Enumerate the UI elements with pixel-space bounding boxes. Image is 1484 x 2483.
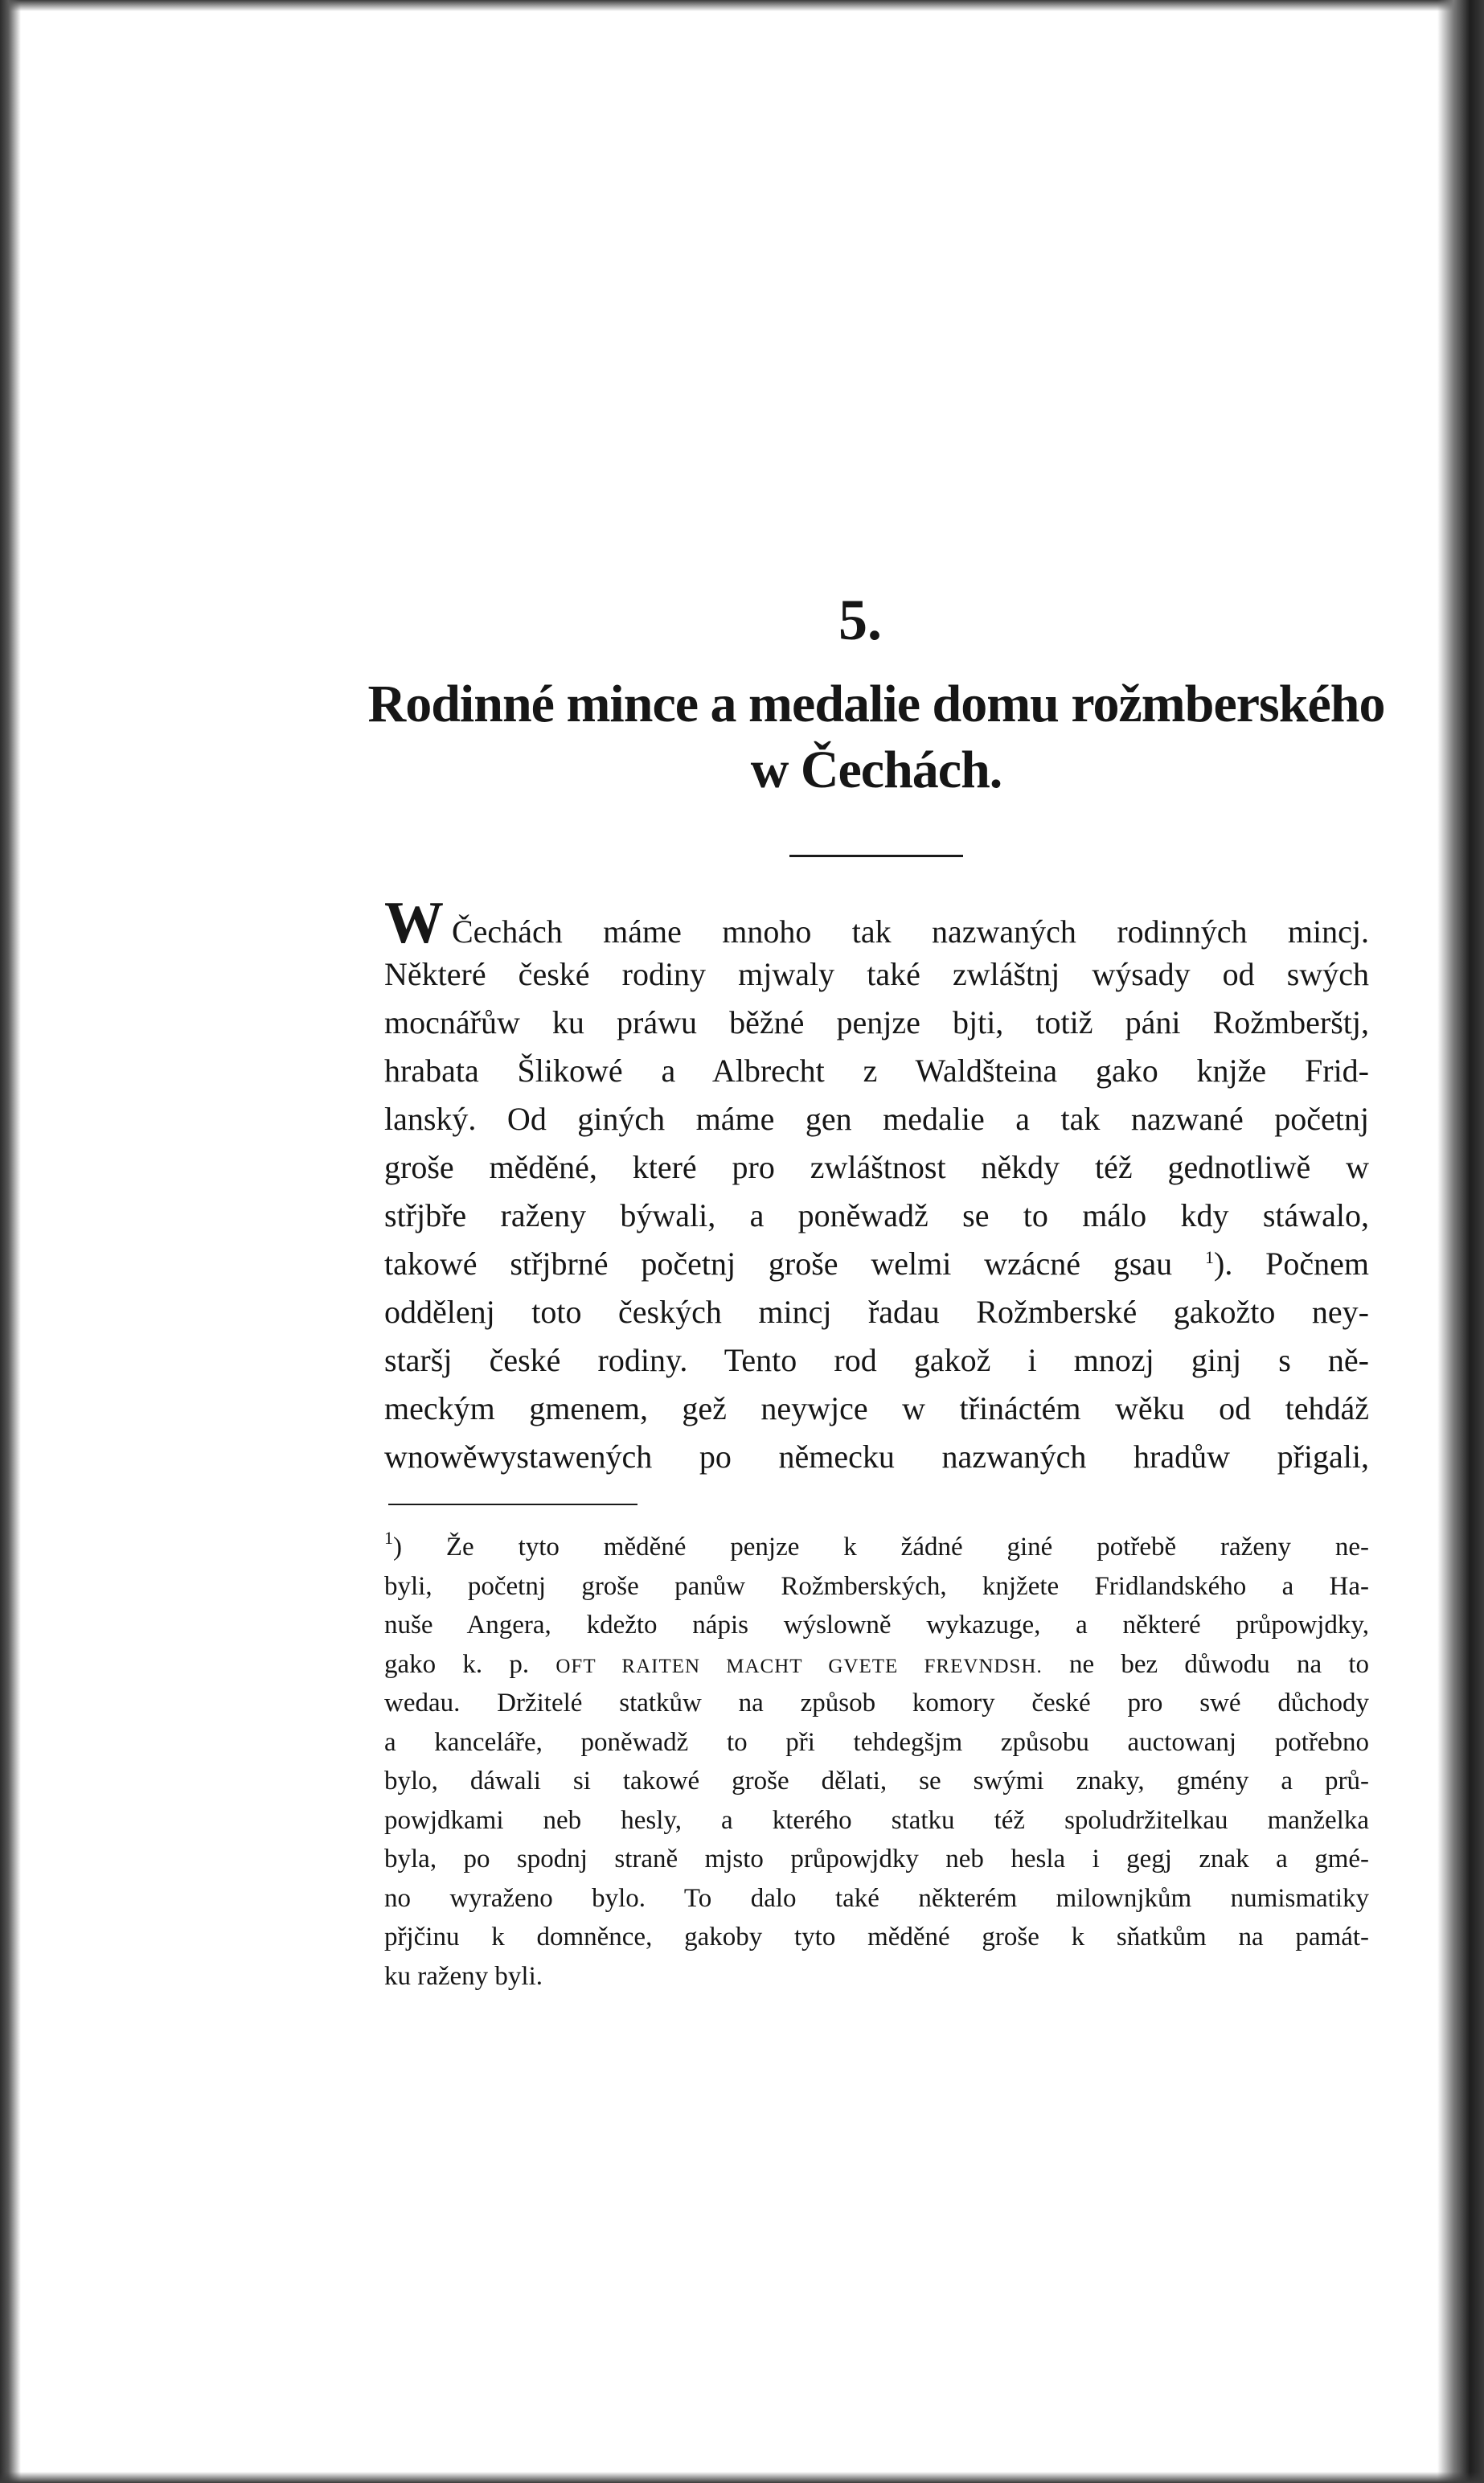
footnote-line-text: gako k. p. (384, 1649, 530, 1679)
chapter-title-line-1: Rodinné mince a medalie domu rožmberského (367, 675, 1385, 733)
body-line: mocnářůw ku práwu běžné penjze bjti, totiž páni Rožmberštj, (384, 1004, 1369, 1040)
footnote-line: bylo, dáwali si takowé groše dělati, se swými znaky, gmény a prů- (384, 1767, 1369, 1796)
footnote-line: nuše Angera, kdežto nápis wýslowně wykazuge, a některé průpowjdky, (384, 1611, 1369, 1640)
footnote-line: přjčinu k domněnce, gakoby tyto měděné groše k sňatkům na památ- (384, 1923, 1369, 1952)
body-line-text: takowé střjbrné početnj groše welmi wzácné gsau (384, 1246, 1173, 1282)
footnote-line-text: ne bez důwodu na to (1068, 1649, 1370, 1679)
footnote-line: byli, početnj groše panůw Rožmberských, knjžete Fridlandského a Ha- (384, 1571, 1369, 1601)
footnote-line (384, 1645, 1369, 1685)
footnote-line: no wyraženo bylo. To dalo také některém milownjkům numismatiky (384, 1883, 1369, 1913)
body-line (384, 1240, 1369, 1288)
footnote-line (384, 1528, 1369, 1567)
title-divider (789, 855, 963, 857)
drop-cap: W (384, 890, 444, 956)
body-line (384, 890, 1369, 956)
chapter-title (354, 671, 1399, 803)
footnote-inscription: OFT RAITEN MACHT GVETE FREVNDSH. (555, 1655, 1043, 1677)
body-line: hrabata Šlikowé a Albrecht z Waldšteina gako knjže Frid- (384, 1053, 1369, 1089)
body-line: oddělenj toto českých mincj řadau Rožmberské gakožto ney- (384, 1294, 1369, 1330)
footnote-mark: 1 (384, 1528, 393, 1548)
scan-edge-left (0, 0, 21, 2483)
footnote-line-text: ) Že tyto měděné penjze k žádné giné potřebě raženy ne- (393, 1533, 1369, 1562)
footnote-line: ku raženy byli. (384, 1961, 543, 1991)
scan-edge-bottom (0, 2472, 1484, 2483)
body-line-text: ). Počnem (1214, 1246, 1370, 1282)
scan-edge-right (1437, 0, 1484, 2483)
body-line: střjbře raženy býwali, a poněwadž se to málo kdy stáwalo, (384, 1197, 1369, 1233)
body-line: meckým gmenem, gež neywjce w třináctém wěku od tehdáž (384, 1390, 1369, 1426)
body-line: staršj české rodiny. Tento rod gakož i mnozj ginj s ně- (384, 1342, 1369, 1378)
footnote-line: powjdkami neb hesly, a kterého statku též spoludržitelkau manželka (384, 1805, 1369, 1835)
footnote-line: a kanceláře, poněwadž to při tehdegšjm způsobu auctowanj potřebno (384, 1727, 1369, 1757)
body-line-text: Čechách máme mnoho tak nazwaných rodinných mincj. (452, 913, 1369, 950)
body-line: lanský. Od giných máme gen medalie a tak nazwané početnj (384, 1101, 1369, 1137)
scan-edge-top (0, 0, 1484, 11)
chapter-number: 5. (838, 588, 882, 652)
body-line: groše měděné, které pro zwláštnost někdy též gednotliwě w (384, 1149, 1369, 1185)
body-paragraph (384, 890, 1370, 1481)
footnote-reference: 1 (1205, 1247, 1214, 1267)
footnote-line: wedau. Držitelé statkůw na způsob komory české pro swé důchody (384, 1689, 1369, 1718)
footnote-line: byla, po spodnj straně mjsto průpowjdky neb hesla i gegj znak a gmé- (384, 1845, 1369, 1874)
body-line: wnowěwystawených po německu nazwaných hradůw přigali, (384, 1438, 1369, 1475)
chapter-title-line-2: w Čechách. (750, 741, 1002, 799)
footnote (384, 1528, 1369, 1996)
footnote-divider (388, 1504, 637, 1505)
body-line: Některé české rodiny mjwaly také zwláštnj wýsady od swých (384, 956, 1369, 992)
